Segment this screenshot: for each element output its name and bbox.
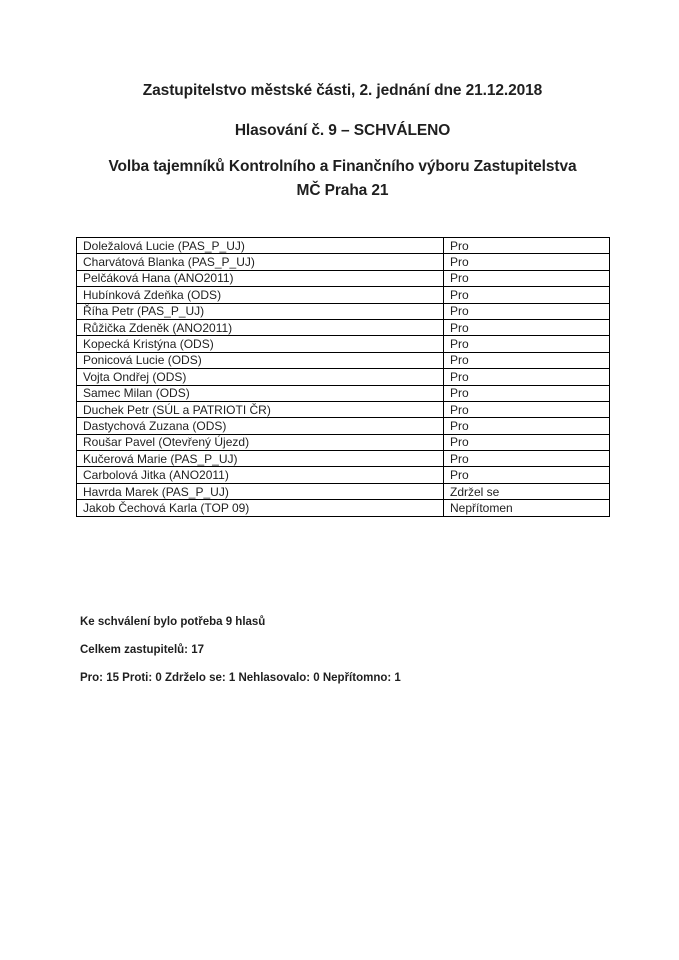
vote-value-cell: Pro: [444, 336, 610, 352]
member-name-cell: Doležalová Lucie (PAS_P_UJ): [77, 238, 444, 254]
vote-value-cell: Pro: [444, 418, 610, 434]
member-name-cell: Kučerová Marie (PAS_P_UJ): [77, 451, 444, 467]
table-row: [77, 483, 610, 499]
vote-value-cell: Zdržel se: [444, 483, 610, 499]
vote-value-cell: Pro: [444, 238, 610, 254]
member-name-cell: Samec Milan (ODS): [77, 385, 444, 401]
member-name-cell: Říha Petr (PAS_P_UJ): [77, 303, 444, 319]
member-name-cell: Kopecká Kristýna (ODS): [77, 336, 444, 352]
voting-result-title: Hlasování č. 9 – SCHVÁLENO: [234, 122, 451, 139]
vote-value-cell: Pro: [444, 287, 610, 303]
vote-table-body: [77, 238, 610, 517]
member-name-cell: Charvátová Blanka (PAS_P_UJ): [77, 254, 444, 270]
vote-value-cell: Pro: [444, 451, 610, 467]
voting-subject-line2: MČ Praha 21: [296, 182, 389, 199]
summary-required-votes: Ke schválení bylo potřeba 9 hlasů: [80, 616, 266, 628]
member-name-cell: Vojta Ondřej (ODS): [77, 369, 444, 385]
table-row: [77, 270, 610, 286]
table-row: [77, 401, 610, 417]
table-row: [77, 434, 610, 450]
member-name-cell: Pelčáková Hana (ANO2011): [77, 270, 444, 286]
vote-value-cell: Nepřítomen: [444, 500, 610, 516]
member-name-cell: Ponicová Lucie (ODS): [77, 352, 444, 368]
member-name-cell: Duchek Petr (SÚL a PATRIOTI ČR): [77, 401, 444, 417]
table-row: [77, 287, 610, 303]
table-row: [77, 352, 610, 368]
member-name-cell: Růžička Zdeněk (ANO2011): [77, 319, 444, 335]
vote-value-cell: Pro: [444, 319, 610, 335]
summary-vote-tally: Pro: 15 Proti: 0 Zdrželo se: 1 Nehlasovalo: 0 Nepřítomno: 1: [80, 672, 401, 684]
table-row: [77, 385, 610, 401]
vote-value-cell: Pro: [444, 352, 610, 368]
voting-subject-line1: Volba tajemníků Kontrolního a Finančního výboru Zastupitelstva: [108, 158, 577, 175]
vote-value-cell: Pro: [444, 434, 610, 450]
member-name-cell: Hubínková Zdeňka (ODS): [77, 287, 444, 303]
member-name-cell: Roušar Pavel (Otevřený Újezd): [77, 434, 444, 450]
table-row: [77, 451, 610, 467]
table-row: [77, 467, 610, 483]
meeting-title: Zastupitelstvo městské části, 2. jednání dne 21.12.2018: [142, 82, 543, 99]
table-row: [77, 369, 610, 385]
member-name-cell: Dastychová Zuzana (ODS): [77, 418, 444, 434]
table-row: [77, 336, 610, 352]
vote-value-cell: Pro: [444, 369, 610, 385]
table-row: [77, 418, 610, 434]
table-row: [77, 319, 610, 335]
member-name-cell: Carbolová Jitka (ANO2011): [77, 467, 444, 483]
table-row: [77, 254, 610, 270]
member-name-cell: Havrda Marek (PAS_P_UJ): [77, 483, 444, 499]
member-name-cell: Jakob Čechová Karla (TOP 09): [77, 500, 444, 516]
vote-value-cell: Pro: [444, 303, 610, 319]
vote-value-cell: Pro: [444, 385, 610, 401]
table-row: [77, 238, 610, 254]
vote-value-cell: Pro: [444, 467, 610, 483]
vote-value-cell: Pro: [444, 270, 610, 286]
vote-table: [76, 237, 610, 517]
vote-value-cell: Pro: [444, 254, 610, 270]
summary-total-members: Celkem zastupitelů: 17: [80, 644, 204, 656]
table-row: [77, 303, 610, 319]
table-row: [77, 500, 610, 516]
vote-value-cell: Pro: [444, 401, 610, 417]
